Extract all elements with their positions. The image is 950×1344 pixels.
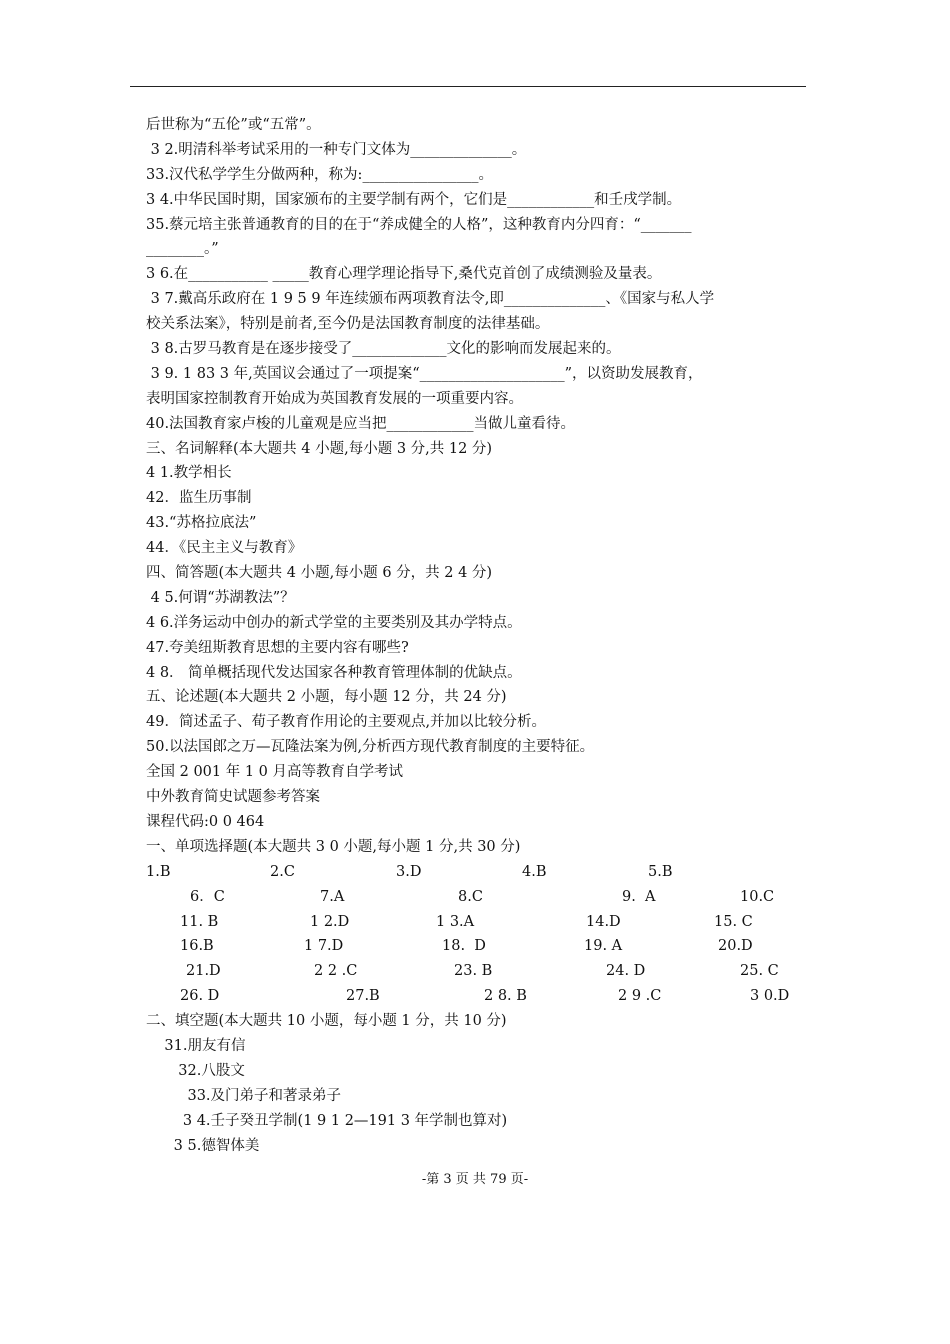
answer-cell: 2 9 .C: [618, 988, 662, 1005]
answer-cell: 1 2.D: [310, 913, 350, 930]
answer-cell: 26. D: [180, 988, 220, 1005]
text-line: 33.汉代私学学生分做两种，称为:________________。: [146, 166, 493, 183]
text-line: 49．简述孟子、荀子教育作用论的主要观点,并加以比较分析。: [146, 714, 547, 731]
answer-cell: 16.B: [180, 938, 214, 955]
answer-cell: 11. B: [180, 913, 219, 930]
text-line: 表明国家控制教育开始成为英国教育发展的一项重要内容。: [146, 390, 523, 407]
text-line: 一、单项选择题(本大题共 3 0 小题,每小题 1 分,共 30 分): [146, 838, 521, 855]
answer-row: [146, 984, 806, 1009]
answer-cell: 2.C: [270, 863, 295, 880]
header-rule: [130, 86, 806, 87]
answer-cell: 10.C: [740, 888, 775, 905]
answer-cell: 23. B: [454, 963, 493, 980]
answer-row: [146, 934, 806, 959]
page-content: [146, 113, 806, 1158]
answer-cell: 24. D: [606, 963, 646, 980]
answer-cell: 18. D: [442, 938, 486, 955]
answer-cell: 3 0.D: [750, 988, 790, 1005]
answer-cell: 1 3.A: [436, 913, 475, 930]
answer-cell: 6．C: [190, 888, 225, 905]
answer-cell: 1.B: [146, 863, 171, 880]
answer-cell: 15. C: [714, 913, 753, 930]
text-line: 四、简答题(本大题共 4 小题,每小题 6 分，共 2 4 分): [146, 565, 493, 582]
page-footer: -第 3 页 共 79 页-: [421, 1172, 529, 1187]
text-line: 校关系法案》，特别是前者,至今仍是法国教育制度的法律基础。: [146, 316, 550, 333]
answer-cell: 21.D: [186, 963, 221, 980]
text-line: 47.夸美纽斯教育思想的主要内容有哪些?: [146, 639, 409, 656]
text-line: 4 8． 简单概括现代发达国家各种教育管理体制的优缺点。: [146, 664, 522, 681]
text-line: 31.朋友有信: [146, 1037, 246, 1054]
answer-row: [146, 885, 806, 910]
text-line: 3 5.德智体美: [146, 1137, 260, 1154]
text-line: 43.“苏格拉底法”: [146, 515, 257, 532]
text-line: 二、填空题(本大题共 10 小题，每小题 1 分，共 10 分): [146, 1013, 507, 1030]
text-line: 中外教育简史试题参考答案: [146, 789, 320, 806]
text-line: 40.法国教育家卢梭的儿童观是应当把____________当做儿童看待。: [146, 415, 576, 432]
text-line: 3 2.明清科举考试采用的一种专门文体为______________。: [146, 141, 527, 158]
text-line: ________。”: [146, 241, 219, 258]
text-line: 4 1.教学相长: [146, 465, 232, 482]
text-line: 课程代码:0 0 464: [146, 813, 265, 830]
answer-row: [146, 860, 806, 885]
answer-cell: 19. A: [584, 938, 623, 955]
text-line: 三、名词解释(本大题共 4 小题,每小题 3 分,共 12 分): [146, 440, 493, 457]
answer-cell: 20.D: [718, 938, 753, 955]
answer-cell: 9. A: [622, 888, 656, 905]
text-line: 50.以法国郎之万—瓦隆法案为例,分析西方现代教育制度的主要特征。: [146, 739, 595, 756]
text-line: 44．《民主主义与教育》: [146, 540, 303, 557]
answer-cell: 27.B: [346, 988, 380, 1005]
text-line: 4 5.何谓“苏湖教法”？: [146, 589, 295, 606]
text-line: 33.及门弟子和著录弟子: [146, 1087, 342, 1104]
questions-section: [146, 113, 806, 860]
answer-cell: 5.B: [648, 863, 673, 880]
text-line: 后世称为“五伦”或“五常”。: [146, 117, 321, 133]
answer-row: [146, 959, 806, 984]
text-line: 32.八股文: [146, 1062, 245, 1079]
text-line: 3 4.中华民国时期，国家颁布的主要学制有两个，它们是____________和壬戌学制。: [146, 191, 682, 208]
text-line: 3 6.在___________ _____教育心理学理论指导下,桑代克首创了成绩测验及量表。: [146, 266, 662, 283]
answer-cell: 2 2 .C: [314, 963, 358, 980]
answer-cell: 14.D: [586, 913, 621, 930]
text-line: 3 8.古罗马教育是在逐步接受了_____________文化的影响而发展起来的。: [146, 341, 621, 358]
text-line: 42．监生历事制: [146, 490, 252, 507]
answer-cell: 25. C: [740, 963, 779, 980]
fill-in-answers: [146, 1009, 806, 1158]
answer-cell: 8.C: [458, 888, 483, 905]
text-line: 3 9. 1 83 3 年,英国议会通过了一项提案“____________________”，以资助发展教育，: [146, 365, 703, 382]
answer-row: [146, 910, 806, 935]
text-line: 35.蔡元培主张普通教育的目的在于“养成健全的人格”，这种教育内分四育：“_______: [146, 216, 692, 233]
answer-cell: 1 7.D: [304, 938, 344, 955]
answer-cell: 3.D: [396, 863, 422, 880]
answer-grid: [146, 860, 806, 1009]
answer-cell: 2 8. B: [484, 988, 527, 1005]
text-line: 4 6.洋务运动中创办的新式学堂的主要类别及其办学特点。: [146, 614, 522, 631]
answer-cell: 4.B: [522, 863, 547, 880]
text-line: 全国 2 001 年 1 0 月高等教育自学考试: [146, 764, 404, 781]
text-line: 3 7.戴高乐政府在 1 9 5 9 年连续颁布两项教育法令,即______________、《国家与私人学: [146, 291, 715, 308]
text-line: 3 4.壬子癸丑学制(1 9 1 2—191 3 年学制也算对): [146, 1112, 508, 1129]
answer-cell: 7.A: [320, 888, 345, 905]
text-line: 五、论述题(本大题共 2 小题，每小题 12 分，共 24 分): [146, 689, 507, 706]
